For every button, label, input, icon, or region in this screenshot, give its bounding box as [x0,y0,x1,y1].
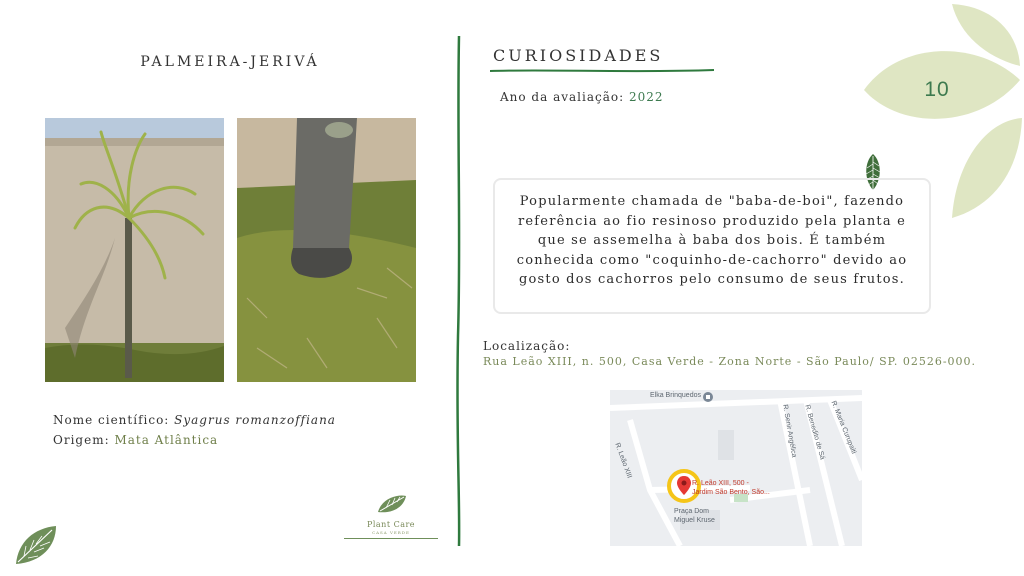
page-number: 10 [924,78,950,101]
map-pin-line-1: R. Leão XIII, 500 - [692,480,749,487]
leaf-bottom [952,118,1022,218]
map-street-marie: R. Maria Curupaiti [829,400,858,455]
map-street-benedito: R. Benedito de Sá [803,404,826,461]
map-square-line-2: Miguel Kruse [674,517,715,524]
location-map[interactable] [610,390,862,546]
curiosity-box: Popularmente chamada de "baba-de-boi", fazendo referência ao fio resinoso produzido pela planta e que se assemelha à baba dos bois. É também conhecida como "coquinho-de-cachorro" devido ao gosto dos cachorros pelo consumo de seus frutos. [493,178,931,314]
store-pin-icon [702,391,714,403]
logo-leaf-icon [376,492,408,518]
section-title: CURIOSIDADES [493,46,664,65]
evaluation-year [500,90,664,104]
vertical-divider [453,36,465,546]
map-street-leao: R. Leão XIII [613,442,633,480]
year-value: 2022 [628,90,664,104]
logo-subtext: CASA VERDE [372,530,410,535]
map-poi-store: Elka Brinquedos [650,392,701,399]
logo-underline [344,538,438,539]
plant-title: PALMEIRA-JERIVÁ [140,54,320,70]
title-underline [490,68,714,74]
scientific-name-value: Syagrus romanzoffiana [174,413,336,427]
location-address: Rua Leão XIII, n. 500, Casa Verde - Zona Norte - São Paulo/ SP. 02526-000. [483,355,977,368]
logo-text: Plant Care [366,520,416,529]
leaf-bottom-left-icon [12,524,60,568]
map-street-senir: R. Senir Angélica [781,404,798,459]
map-square-line-1: Praça Dom [674,508,710,515]
trunk-photo [237,118,416,382]
scientific-name [53,413,336,427]
year-label: Ano da avaliação: [500,90,629,104]
origin-value: Mata Atlântica [114,433,219,447]
scientific-name-label: Nome científico: [53,413,175,427]
palm-tree-photo [45,118,224,382]
map-pin-line-2: Jardim São Bento, São... [692,489,770,496]
origin [53,433,218,447]
location-label: Localização: [483,339,571,353]
plant-care-logo [344,492,438,540]
origin-label: Origem: [53,433,115,447]
